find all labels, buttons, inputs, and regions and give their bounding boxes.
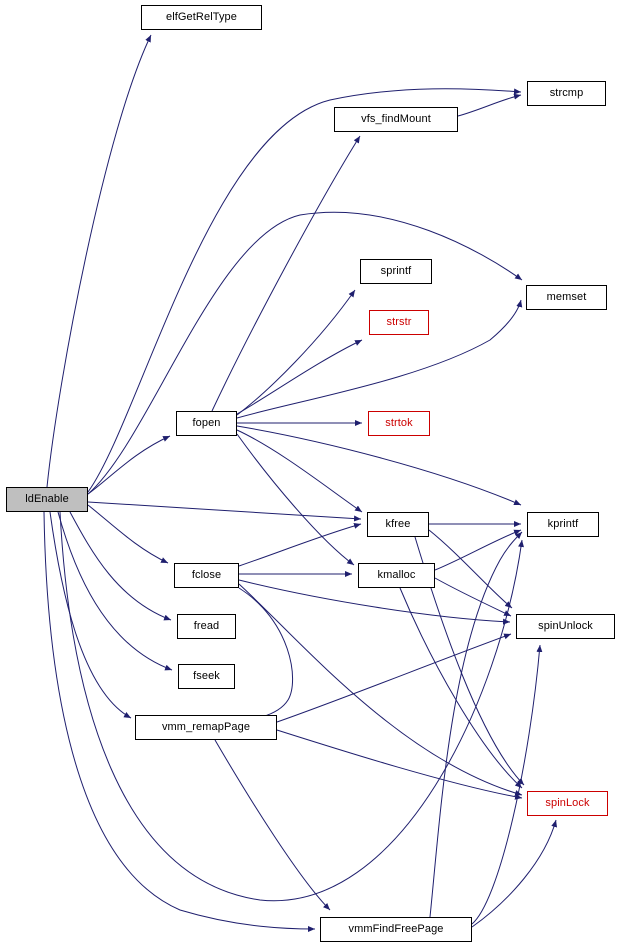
node-elfGetRelType[interactable] (141, 5, 262, 30)
node-label: vmmFindFreePage (348, 923, 444, 935)
node-spinLock[interactable] (527, 791, 608, 816)
node-label: fopen (192, 417, 221, 429)
node-label: strtok (385, 417, 413, 429)
node-label: fseek (193, 670, 220, 682)
node-kfree[interactable] (367, 512, 429, 537)
node-vmm_remapPage[interactable] (135, 715, 277, 740)
node-label: sprintf (380, 265, 412, 277)
node-strtok[interactable] (368, 411, 430, 436)
node-label: strstr (386, 316, 412, 328)
node-label: memset (546, 291, 587, 303)
node-label: fread (193, 620, 220, 632)
node-label: kprintf (547, 518, 579, 530)
node-fclose[interactable] (174, 563, 239, 588)
node-label: fclose (191, 569, 222, 581)
node-label: spinLock (545, 797, 590, 809)
node-ldEnable[interactable] (6, 487, 88, 512)
node-strstr[interactable] (369, 310, 429, 335)
node-vfs_findMount[interactable] (334, 107, 458, 132)
node-label: elfGetRelType (165, 11, 237, 23)
node-label: kfree (385, 518, 411, 530)
node-label: ldEnable (25, 493, 69, 505)
node-label: vmm_remapPage (161, 721, 251, 733)
node-fread[interactable] (177, 614, 236, 639)
node-label: strcmp (549, 87, 584, 99)
node-spinUnlock[interactable] (516, 614, 615, 639)
node-vmmFindFreePage[interactable] (320, 917, 472, 942)
node-sprintf[interactable] (360, 259, 432, 284)
node-fopen[interactable] (176, 411, 237, 436)
node-fseek[interactable] (178, 664, 235, 689)
node-kmalloc[interactable] (358, 563, 435, 588)
node-memset[interactable] (526, 285, 607, 310)
node-kprintf[interactable] (527, 512, 599, 537)
node-label: spinUnlock (538, 620, 593, 632)
node-label: kmalloc (377, 569, 416, 581)
node-label: vfs_findMount (361, 113, 431, 125)
node-strcmp[interactable] (527, 81, 606, 106)
